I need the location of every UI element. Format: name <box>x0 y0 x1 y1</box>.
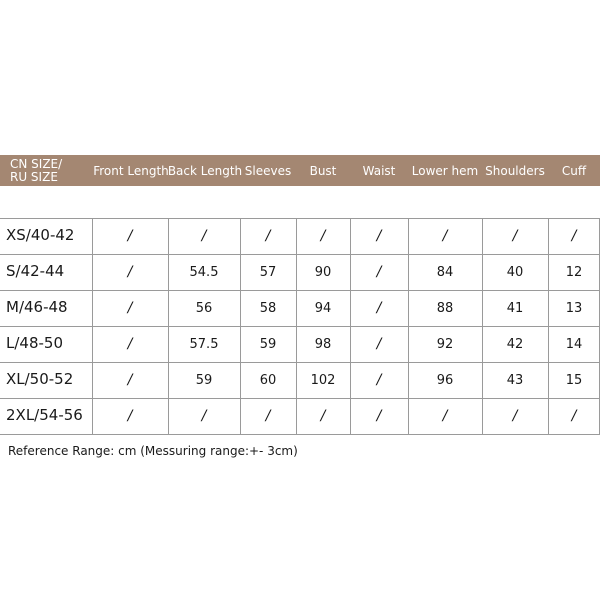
table-cell: 84 <box>436 264 454 280</box>
table-cell: 90 <box>314 264 332 280</box>
table-cell: 94 <box>314 300 332 316</box>
size-label: L/48-50 <box>6 334 63 352</box>
table-cell: / <box>376 264 382 280</box>
header-front-length: Front Length <box>93 163 169 178</box>
table-cell: 58 <box>259 300 277 316</box>
table-cell: 43 <box>506 372 524 388</box>
size-label: M/46-48 <box>6 298 68 316</box>
table-cell: 15 <box>565 372 583 388</box>
table-cell: 54.5 <box>189 264 219 280</box>
header-bust: Bust <box>309 163 337 178</box>
table-cell: 41 <box>506 300 524 316</box>
reference-range-note: Reference Range: cm (Messuring range:+- 3cm) <box>8 444 298 458</box>
header-shoulders: Shoulders <box>485 163 545 178</box>
table-cell: / <box>127 264 133 280</box>
table-cell: / <box>376 228 382 244</box>
header-cuff: Cuff <box>561 163 587 178</box>
table-cell: 42 <box>506 336 524 352</box>
table-cell: / <box>571 228 577 244</box>
table-cell: 56 <box>195 300 213 316</box>
table-cell: / <box>265 228 271 244</box>
table-cell: 14 <box>565 336 583 352</box>
size-header-line2: RU SIZE <box>10 170 58 184</box>
size-label: S/42-44 <box>6 262 65 280</box>
table-cell: 92 <box>436 336 454 352</box>
size-label: XL/50-52 <box>6 370 74 388</box>
header-waist: Waist <box>362 163 396 178</box>
header-back-length: Back Length <box>167 163 243 178</box>
table-cell: 96 <box>436 372 454 388</box>
table-cell: / <box>201 408 207 424</box>
table-cell: / <box>201 228 207 244</box>
table-cell: / <box>512 408 518 424</box>
table-cell: / <box>442 228 448 244</box>
table-cell: / <box>376 336 382 352</box>
table-cell: / <box>265 408 271 424</box>
table-cell: 88 <box>436 300 454 316</box>
table-cell: / <box>127 336 133 352</box>
size-header-line1: CN SIZE/ <box>10 157 63 171</box>
table-cell: 59 <box>195 372 213 388</box>
header-sleeves: Sleeves <box>244 163 292 178</box>
table-cell: 60 <box>259 372 277 388</box>
grid-line <box>0 434 600 435</box>
table-cell: / <box>127 372 133 388</box>
table-cell: / <box>512 228 518 244</box>
size-column-header <box>10 155 90 186</box>
table-cell: / <box>320 228 326 244</box>
table-cell: / <box>376 408 382 424</box>
table-cell: 57.5 <box>189 336 219 352</box>
table-cell: 12 <box>565 264 583 280</box>
table-cell: 40 <box>506 264 524 280</box>
table-cell: 57 <box>259 264 277 280</box>
table-cell: 13 <box>565 300 583 316</box>
table-cell: / <box>376 372 382 388</box>
table-cell: / <box>442 408 448 424</box>
table-cell: 59 <box>259 336 277 352</box>
table-cell: / <box>127 228 133 244</box>
table-cell: / <box>127 408 133 424</box>
table-cell: / <box>127 300 133 316</box>
header-lower-hem: Lower hem <box>411 163 479 178</box>
size-label: 2XL/54-56 <box>6 406 83 424</box>
table-cell: 102 <box>310 372 336 388</box>
size-label: XS/40-42 <box>6 226 75 244</box>
table-cell: 98 <box>314 336 332 352</box>
table-cell: / <box>571 408 577 424</box>
table-cell: / <box>376 300 382 316</box>
table-cell: / <box>320 408 326 424</box>
